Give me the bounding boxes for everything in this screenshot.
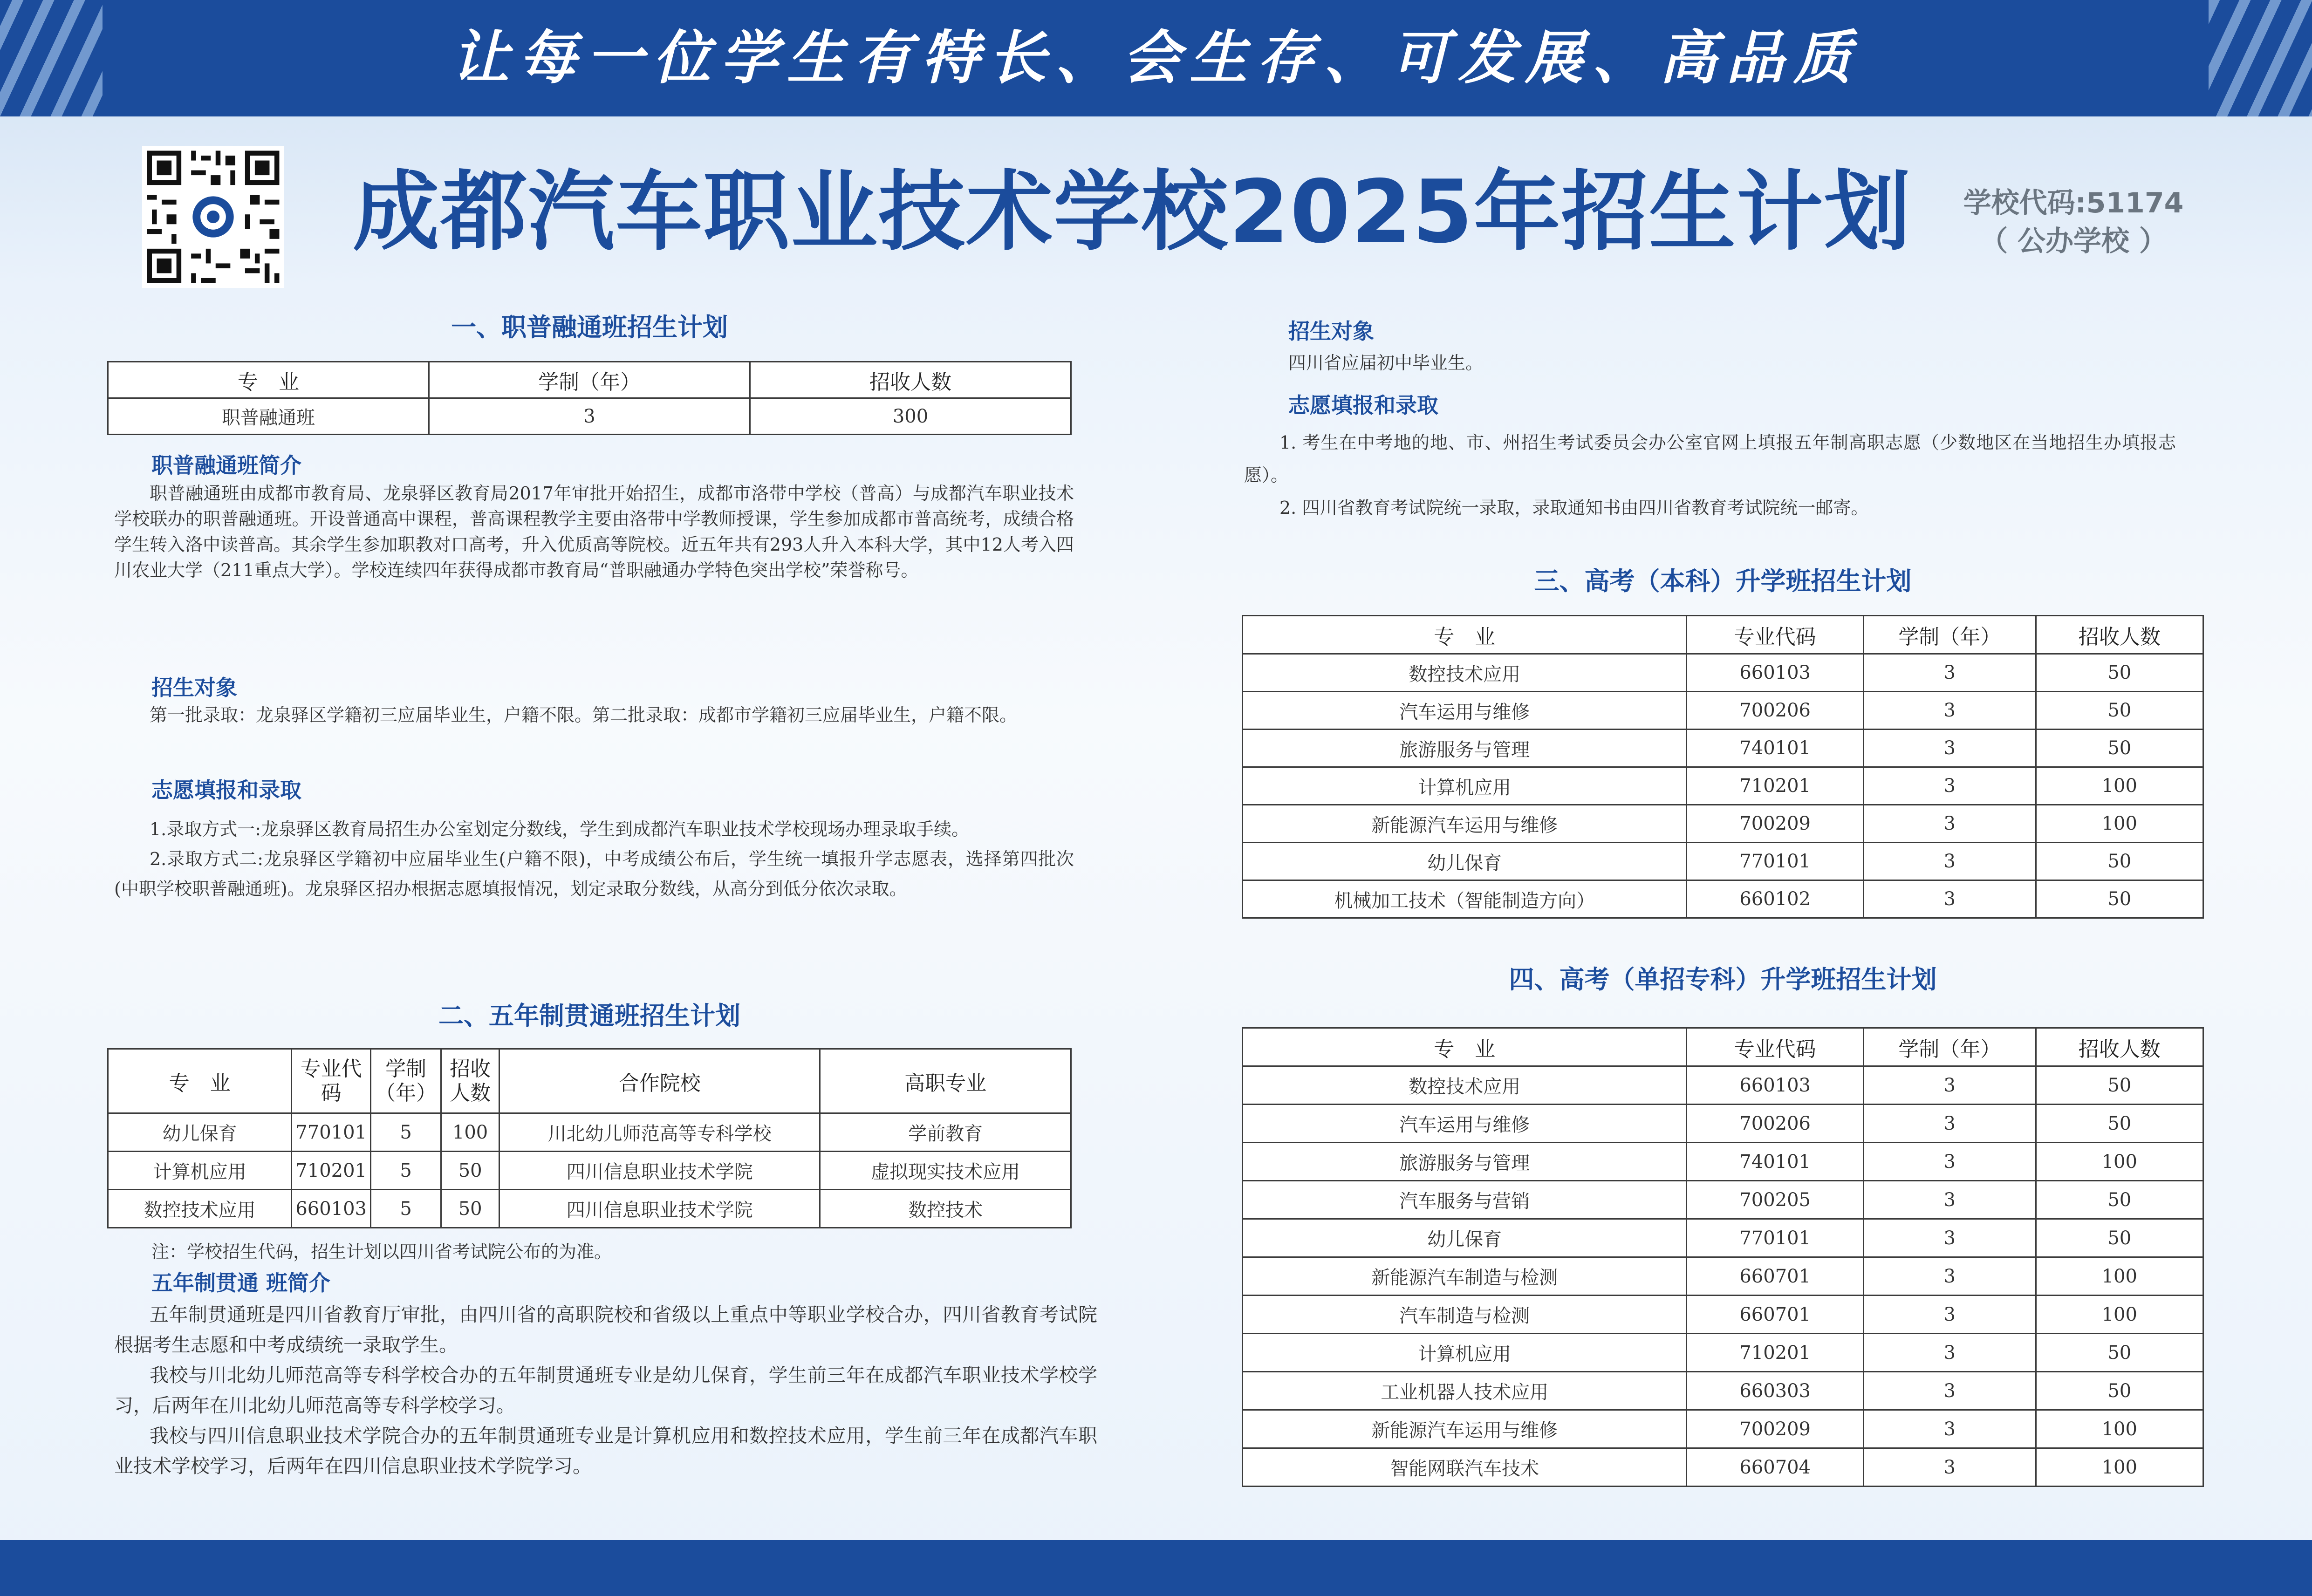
table-cell: 3 (1863, 1143, 2036, 1181)
table-header-cell: 招收人数 (750, 362, 1071, 398)
table-cell: 3 (1863, 1181, 2036, 1219)
table-cell: 3 (1863, 1334, 2036, 1372)
table-cell: 职普融通班 (108, 398, 429, 435)
table-row (1243, 805, 2203, 843)
table-row (1243, 1181, 2203, 1219)
table-cell: 50 (2036, 843, 2203, 880)
top-banner (0, 0, 2312, 116)
section4-table (1242, 1027, 2204, 1487)
right-apply-item: 1. 考生在中考地的地、市、州招生考试委员会办公室官网上填报五年制高职志愿（少数地区在当地招生办填报志愿）。 (1244, 432, 2176, 485)
table-cell: 700209 (1687, 1410, 1864, 1448)
table-header-cell: 专 业 (1243, 616, 1687, 654)
section3-table (1242, 615, 2204, 919)
table-cell: 3 (1863, 805, 2036, 843)
section2-intro-heading: 五年制贯通 班简介 (151, 1270, 331, 1296)
table-cell: 汽车运用与维修 (1243, 1105, 1687, 1143)
table-cell: 770101 (1687, 1219, 1864, 1257)
table-cell: 3 (1863, 730, 2036, 767)
section2-table (107, 1048, 1072, 1228)
table-cell: 旅游服务与管理 (1243, 1143, 1687, 1181)
table-header-cell: 专业代码 (1687, 616, 1864, 654)
table-cell: 660103 (1687, 654, 1864, 692)
table-cell: 100 (2036, 1410, 2203, 1448)
table-row (1243, 1448, 2203, 1487)
table-row (1243, 692, 2203, 730)
table-cell: 700205 (1687, 1181, 1864, 1219)
table-cell: 幼儿保育 (1243, 843, 1687, 880)
table-cell: 710201 (1687, 767, 1864, 805)
section1-apply (114, 814, 1074, 904)
section1-target-heading: 招生对象 (151, 675, 237, 700)
right-target-heading: 招生对象 (1288, 319, 1374, 344)
school-type: （ 公办学校 ） (1980, 225, 2167, 258)
qr-code-icon (142, 146, 284, 288)
table-cell: 50 (441, 1190, 499, 1228)
table-cell: 新能源汽车运用与维修 (1243, 805, 1687, 843)
bottom-banner (0, 1540, 2312, 1596)
table-header-cell: 专 业 (108, 1049, 292, 1113)
section1-target-text: 第一批录取：龙泉驿区学籍初三应届毕业生，户籍不限。第二批录取：成都市学籍初三应届毕业生，户籍不限。 (150, 705, 1018, 725)
table-cell: 3 (1863, 1410, 2036, 1448)
table-cell: 50 (441, 1152, 499, 1190)
table-cell: 3 (1863, 1296, 2036, 1334)
table-header-cell: 学制（年） (1863, 616, 2036, 654)
table-cell: 660704 (1687, 1448, 1864, 1487)
table-cell: 740101 (1687, 1143, 1864, 1181)
table-cell: 300 (750, 398, 1071, 435)
table-row (1243, 1066, 2203, 1105)
section1-intro-heading: 职普融通班简介 (151, 453, 301, 478)
section1-apply-heading: 志愿填报和录取 (151, 778, 301, 803)
section1-title: 一、职普融通班招生计划 (451, 313, 728, 342)
table-cell: 50 (2036, 730, 2203, 767)
table-row (1243, 1372, 2203, 1410)
table-cell: 新能源汽车制造与检测 (1243, 1257, 1687, 1296)
table-row (1243, 1334, 2203, 1372)
table-row (1243, 843, 2203, 880)
table-cell: 3 (1863, 1257, 2036, 1296)
table-cell: 100 (2036, 1448, 2203, 1487)
table-cell: 5 (371, 1152, 441, 1190)
table-cell: 740101 (1687, 730, 1864, 767)
table-cell: 计算机应用 (1243, 767, 1687, 805)
table-cell: 710201 (292, 1152, 371, 1190)
table-cell: 660303 (1687, 1372, 1864, 1410)
table-cell: 50 (2036, 1181, 2203, 1219)
right-target-text: 四川省应届初中毕业生。 (1288, 353, 1484, 373)
section2-intro-p1: 五年制贯通班是四川省教育厅审批，由四川省的高职院校和省级以上重点中等职业学校合办，四川省教育考试院根据考生志愿和中考成绩统一录取学生。 (114, 1303, 1097, 1356)
table-cell: 学前教育 (820, 1113, 1071, 1152)
section1-target (114, 703, 1074, 728)
section2-note (151, 1239, 1083, 1265)
table-header-cell: 招收人数 (2036, 616, 2203, 654)
table-cell: 新能源汽车运用与维修 (1243, 1410, 1687, 1448)
table-row (108, 1190, 1071, 1228)
table-cell: 50 (2036, 1066, 2203, 1105)
table-cell: 100 (2036, 767, 2203, 805)
table-cell: 700206 (1687, 1105, 1864, 1143)
table-cell: 770101 (1687, 843, 1864, 880)
section2-intro-p3: 我校与四川信息职业技术学院合办的五年制贯通班专业是计算机应用和数控技术应用，学生前三年在成都汽车职业技术学校学习，后两年在四川信息职业技术学院学习。 (114, 1425, 1097, 1477)
table-cell: 100 (441, 1113, 499, 1152)
table-cell: 50 (2036, 880, 2203, 918)
table-row (1243, 1410, 2203, 1448)
table-cell: 3 (1863, 1219, 2036, 1257)
table-cell: 100 (2036, 1143, 2203, 1181)
section1-apply-item: 1.录取方式一:龙泉驿区教育局招生办公室划定分数线，学生到成都汽车职业技术学校现场办理录取手续。 (150, 819, 970, 839)
section3-title: 三、高考（本科）升学班招生计划 (1534, 566, 1912, 596)
table-cell: 3 (1863, 880, 2036, 918)
table-cell: 3 (429, 398, 750, 435)
table-cell: 3 (1863, 1448, 2036, 1487)
table-cell: 汽车制造与检测 (1243, 1296, 1687, 1334)
section2-intro-p2: 我校与川北幼儿师范高等专科学校合办的五年制贯通班专业是幼儿保育，学生前三年在成都汽车职业技术学校学习，后两年在川北幼儿师范高等专科学校学习。 (114, 1364, 1097, 1417)
slogan: 让每一位学生有特长、会生存、可发展、高品质 (451, 24, 1861, 92)
table-cell: 3 (1863, 1066, 2036, 1105)
table-cell: 3 (1863, 767, 2036, 805)
table-cell: 计算机应用 (108, 1152, 292, 1190)
table-cell: 50 (2036, 654, 2203, 692)
table-header-cell: 学制（年） (371, 1049, 441, 1113)
table-header-cell: 高职专业 (820, 1049, 1071, 1113)
table-cell: 50 (2036, 692, 2203, 730)
school-code (1957, 184, 2190, 260)
table-cell: 数控技术应用 (1243, 1066, 1687, 1105)
table-row (1243, 1219, 2203, 1257)
section1-apply-item: 2.录取方式二:龙泉驿区学籍初中应届毕业生(户籍不限)，中考成绩公布后，学生统一填报升学志愿表，选择第四批次(中职学校职普融通班)。龙泉驿区招办根据志愿填报情况，划定录取分数线，从高分到低分依次录取。 (114, 849, 1074, 899)
table-row (1243, 880, 2203, 918)
table-cell: 数控技术应用 (1243, 654, 1687, 692)
table-cell: 计算机应用 (1243, 1334, 1687, 1372)
table-cell: 5 (371, 1190, 441, 1228)
table-row (108, 1113, 1071, 1152)
table-row (1243, 1143, 2203, 1181)
table-cell: 川北幼儿师范高等专科学校 (499, 1113, 820, 1152)
table-cell: 智能网联汽车技术 (1243, 1448, 1687, 1487)
right-target (1288, 350, 2174, 376)
table-cell: 700209 (1687, 805, 1864, 843)
table-cell: 虚拟现实技术应用 (820, 1152, 1071, 1190)
table-row (1243, 730, 2203, 767)
table-cell: 幼儿保育 (108, 1113, 292, 1152)
table-cell: 3 (1863, 692, 2036, 730)
table-cell: 710201 (1687, 1334, 1864, 1372)
table-cell: 660701 (1687, 1257, 1864, 1296)
table-cell: 幼儿保育 (1243, 1219, 1687, 1257)
table-cell: 机械加工技术（智能制造方向） (1243, 880, 1687, 918)
table-cell: 50 (2036, 1372, 2203, 1410)
section4-title: 四、高考（单招专科）升学班招生计划 (1509, 965, 1937, 994)
section1-intro-text: 职普融通班由成都市教育局、龙泉驿区教育局2017年审批开始招生，成都市洛带中学校（普高）与成都汽车职业技术学校联办的职普融通班。开设普通高中课程，普高课程教学主要由洛带中学教师授课，学生参加成都市普高统考，成绩合格学生转入洛中读普高。其余学生参加职教对口高考，升入优质高等院校。近五年共有293人升入本科大学，其中12人考入四川农业大学（211重点大学）。学校连续四年获得成都市教育局“普职融通办学特色突出学校”荣誉称号。 (114, 483, 1074, 580)
table-cell: 100 (2036, 1296, 2203, 1334)
table-row (108, 398, 1071, 435)
table-cell: 100 (2036, 805, 2203, 843)
table-cell: 3 (1863, 654, 2036, 692)
table-cell: 50 (2036, 1105, 2203, 1143)
table-cell: 工业机器人技术应用 (1243, 1372, 1687, 1410)
section1-intro (114, 481, 1074, 583)
table-cell: 660701 (1687, 1296, 1864, 1334)
table-row (1243, 654, 2203, 692)
table-header-cell: 招收人数 (441, 1049, 499, 1113)
table-cell: 汽车服务与营销 (1243, 1181, 1687, 1219)
table-cell: 3 (1863, 843, 2036, 880)
section2-note-text: 注：学校招生代码，招生计划以四川省考试院公布的为准。 (151, 1241, 612, 1262)
table-cell: 数控技术应用 (108, 1190, 292, 1228)
page-title: 成都汽车职业技术学校2025年招生计划 (353, 161, 1912, 262)
right-apply-item: 2. 四川省教育考试院统一录取，录取通知书由四川省教育考试院统一邮寄。 (1279, 498, 1869, 518)
table-header-cell: 专 业 (1243, 1028, 1687, 1066)
table-header-cell: 专业代码 (292, 1049, 371, 1113)
table-cell: 50 (2036, 1334, 2203, 1372)
table-cell: 50 (2036, 1219, 2203, 1257)
table-cell: 100 (2036, 1257, 2203, 1296)
table-cell: 3 (1863, 1105, 2036, 1143)
school-code-text: 学校代码:51174 (1963, 187, 2184, 219)
table-row (1243, 767, 2203, 805)
table-cell: 旅游服务与管理 (1243, 730, 1687, 767)
table-cell: 660103 (1687, 1066, 1864, 1105)
section2-intro (114, 1300, 1097, 1481)
table-cell: 660103 (292, 1190, 371, 1228)
table-header-cell: 学制（年） (1863, 1028, 2036, 1066)
table-row (1243, 1296, 2203, 1334)
table-header-cell: 专 业 (108, 362, 429, 398)
table-cell: 5 (371, 1113, 441, 1152)
table-cell: 660102 (1687, 880, 1864, 918)
table-row (108, 1152, 1071, 1190)
section2-title: 二、五年制贯通班招生计划 (438, 1001, 740, 1030)
table-row (1243, 1105, 2203, 1143)
table-cell: 四川信息职业技术学院 (499, 1190, 820, 1228)
table-header-cell: 合作院校 (499, 1049, 820, 1113)
table-cell: 770101 (292, 1113, 371, 1152)
table-cell: 四川信息职业技术学院 (499, 1152, 820, 1190)
table-cell: 汽车运用与维修 (1243, 692, 1687, 730)
right-apply (1244, 426, 2176, 524)
table-cell: 数控技术 (820, 1190, 1071, 1228)
table-cell: 3 (1863, 1372, 2036, 1410)
table-header-cell: 专业代码 (1687, 1028, 1864, 1066)
right-apply-heading: 志愿填报和录取 (1288, 393, 1438, 418)
table-cell: 700206 (1687, 692, 1864, 730)
table-header-cell: 学制（年） (429, 362, 750, 398)
section1-table (107, 361, 1072, 435)
table-row (1243, 1257, 2203, 1296)
table-header-cell: 招收人数 (2036, 1028, 2203, 1066)
